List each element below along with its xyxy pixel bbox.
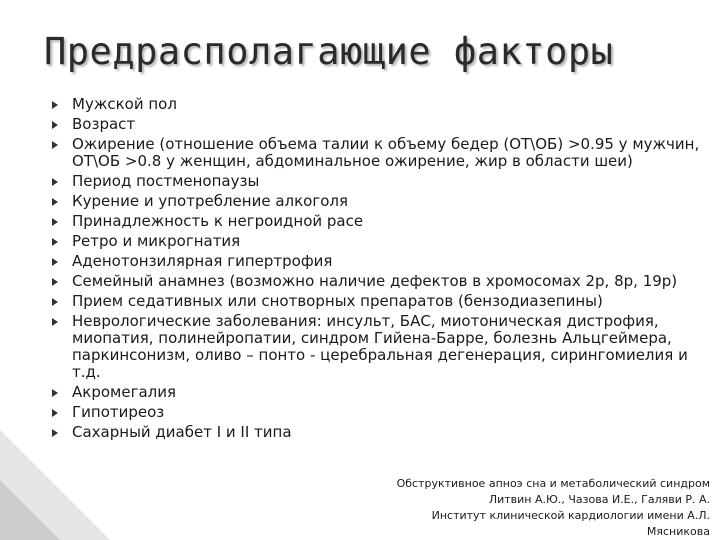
list-item (50, 136, 700, 170)
list-item-text: Семейный анамнез (возможно наличие дефектов в хромосомах 2p, 8p, 19p) (72, 272, 678, 290)
list-item (50, 273, 700, 290)
list-item (50, 193, 700, 210)
list-item-text: Курение и употребление алкоголя (72, 192, 348, 210)
decorative-corner-inner (0, 480, 60, 540)
factors-list (50, 96, 700, 444)
list-item (50, 173, 700, 190)
list-item (50, 96, 700, 113)
list-item-text: Сахарный диабет I и II типа (72, 423, 292, 441)
bullet-arrow-icon (52, 278, 58, 286)
list-item-text: Период постменопаузы (72, 172, 260, 190)
bullet-arrow-icon (52, 429, 58, 437)
list-item-text: Прием седативных или снотворных препаратов (бензодиазепины) (72, 292, 603, 310)
slide-title: Предрасполагающие факторы (44, 30, 614, 73)
citation-line: Литвин А.Ю., Чазова И.Е., Галяви Р. А. (488, 493, 710, 506)
bullet-arrow-icon (52, 101, 58, 109)
list-item (50, 253, 700, 270)
list-item (50, 293, 700, 310)
bullet-arrow-icon (52, 141, 58, 149)
bullet-arrow-icon (52, 389, 58, 397)
list-item (50, 116, 700, 133)
bullet-arrow-icon (52, 318, 58, 326)
list-item (50, 233, 700, 250)
bullet-arrow-icon (52, 258, 58, 266)
list-item-text: Гипотиреоз (72, 403, 165, 421)
list-item-text: Возраст (72, 115, 136, 133)
list-item (50, 213, 700, 230)
list-item-text: Принадлежность к негроидной расе (72, 212, 364, 230)
bullet-arrow-icon (52, 218, 58, 226)
list-item (50, 313, 700, 381)
list-item (50, 424, 700, 441)
list-item-text: Акромегалия (72, 383, 176, 401)
list-item-text: Неврологические заболевания: инсульт, БАС, миотоническая дистрофия, миопатия, полинейропатии, синдром Гийена-Барре, болезнь Альцгеймера, паркинсонизм, оливо – понто - церебральная дегенерация, сирингомиелия и т.д. (72, 312, 688, 381)
list-item (50, 404, 700, 421)
list-item-text: Ретро и микрогнатия (72, 232, 241, 250)
list-item-text: Аденотонзилярная гипертрофия (72, 252, 333, 270)
citation-line: Обструктивное апноэ сна и метаболический синдром (396, 477, 710, 490)
list-item (50, 384, 700, 401)
source-citation (370, 476, 710, 540)
bullet-arrow-icon (52, 121, 58, 129)
bullet-arrow-icon (52, 409, 58, 417)
bullet-arrow-icon (52, 238, 58, 246)
citation-line: Институт клинической кардиологии имени А.Л. (431, 509, 710, 522)
bullet-arrow-icon (52, 198, 58, 206)
list-item-text: Ожирение (отношение объема талии к объему бедер (ОТ\ОБ) >0.95 у мужчин, ОТ\ОБ >0.8 у женщин, абдоминальное ожирение, жир в области шеи) (72, 135, 700, 170)
bullet-arrow-icon (52, 178, 58, 186)
citation-line: Мясникова (646, 525, 710, 538)
list-item-text: Мужской пол (72, 95, 177, 113)
bullet-arrow-icon (52, 298, 58, 306)
